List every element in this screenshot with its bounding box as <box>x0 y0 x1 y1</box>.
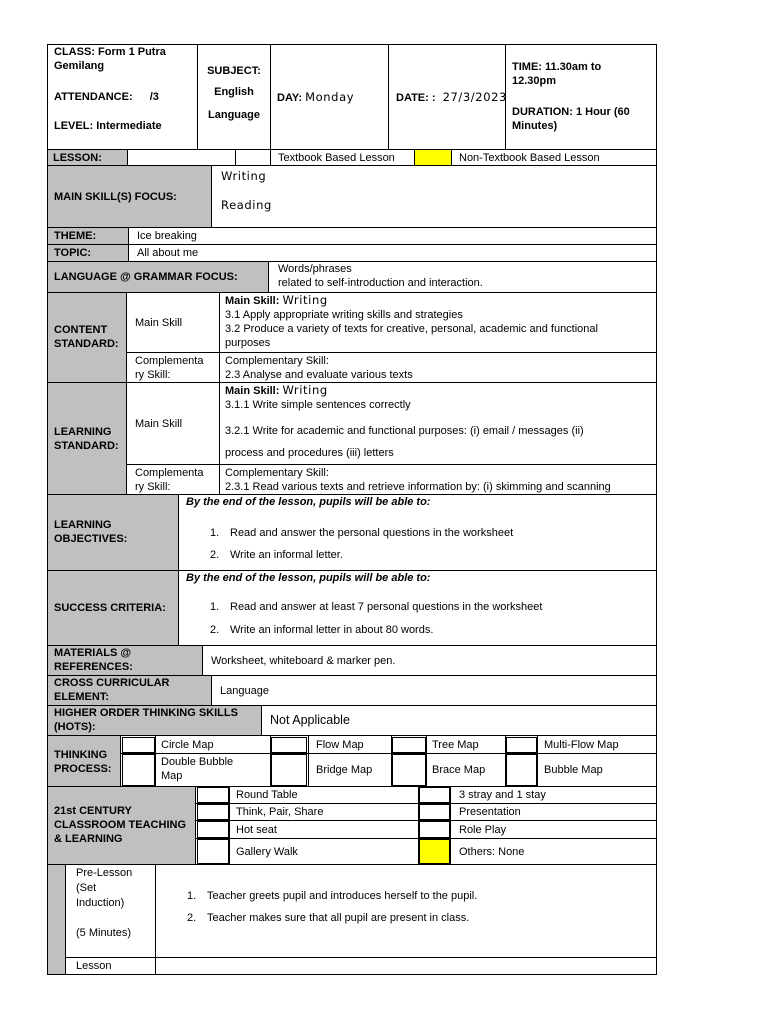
thinking-label: THINKING PROCESS: <box>54 749 112 775</box>
stray-stay-checkbox[interactable] <box>419 787 450 803</box>
double-bubble-map-checkbox[interactable] <box>122 754 155 786</box>
list-item: 1. Read and answer at least 7 personal questions in the worksheet <box>210 601 543 613</box>
bridge-map-checkbox[interactable] <box>271 754 307 786</box>
content-standard-label: CONTENT STANDARD: <box>54 324 119 350</box>
content-main-skill-label: Main Skill <box>135 317 183 329</box>
divider <box>235 149 236 166</box>
learning-complementary-text: Complementary Skill: 2.3.1 Read various texts and retrieve information by: (i) skimming and scanning <box>225 467 611 493</box>
presentation-checkbox[interactable] <box>419 804 450 820</box>
divider <box>450 786 451 865</box>
think-pair-share-checkbox[interactable] <box>197 804 229 820</box>
others-label: Others: None <box>459 846 525 858</box>
gallery-walk-checkbox[interactable] <box>197 839 229 864</box>
pre-lesson-label: Pre-Lesson (Set Induction) (5 Minutes) <box>76 867 133 939</box>
divider <box>270 44 271 150</box>
presentation-label: Presentation <box>459 806 521 818</box>
objectives-intro: By the end of the lesson, pupils will be able to: <box>186 496 431 508</box>
list-item: 2. Write an informal letter in about 80 words. <box>210 624 434 636</box>
materials-value: Worksheet, whiteboard & marker pen. <box>211 655 396 667</box>
list-item: 1. Read and answer the personal questions in the worksheet <box>210 527 514 539</box>
attendance-field: ATTENDANCE: /3 <box>54 91 159 103</box>
day-field: DAY: Monday <box>277 90 355 104</box>
pre-lesson-steps <box>181 889 651 925</box>
flow-map-label: Flow Map <box>316 739 364 751</box>
level-field: LEVEL: Intermediate <box>54 120 162 132</box>
hot-seat-label: Hot seat <box>236 824 277 836</box>
class-field: CLASS: Form 1 Putra Gemilang <box>54 46 166 72</box>
hots-value: Not Applicable <box>270 713 350 727</box>
success-label: SUCCESS CRITERIA: <box>54 602 166 614</box>
round-table-checkbox[interactable] <box>197 787 229 803</box>
divider <box>155 735 156 787</box>
materials-label: MATERIALS @ REFERENCES: <box>54 647 133 673</box>
duration-field: DURATION: 1 Hour (60 Minutes) <box>512 106 630 132</box>
main-skill-reading: Reading <box>221 198 272 212</box>
divider <box>308 735 309 787</box>
main-skill-label: MAIN SKILL(S) FOCUS: <box>54 191 177 203</box>
multi-flow-map-label: Multi-Flow Map <box>544 739 619 751</box>
divider <box>155 864 156 975</box>
circle-map-label: Circle Map <box>161 739 214 751</box>
divider <box>537 735 538 787</box>
divider <box>451 149 452 166</box>
circle-map-checkbox[interactable] <box>122 737 155 753</box>
stray-stay-label: 3 stray and 1 stay <box>459 789 546 801</box>
cross-value: Language <box>220 685 269 697</box>
tree-map-label: Tree Map <box>432 739 479 751</box>
round-table-label: Round Table <box>236 789 298 801</box>
theme-label: THEME: <box>54 230 97 242</box>
bridge-map-label: Bridge Map <box>316 764 373 776</box>
cross-label: CROSS CURRICULAR ELEMENT: <box>54 677 170 703</box>
hot-seat-checkbox[interactable] <box>197 821 229 838</box>
divider <box>229 786 230 865</box>
success-list <box>204 600 644 637</box>
divider <box>388 44 389 150</box>
learning-main-skill-label: Main Skill <box>135 418 183 430</box>
role-play-checkbox[interactable] <box>419 821 450 838</box>
textbook-lesson-option: Textbook Based Lesson <box>278 152 395 164</box>
learning-main-skill-text-2: 3.2.1 Write for academic and functional purposes: (i) email / messages (ii) process and procedures (iii) letters <box>225 425 584 459</box>
gallery-walk-label: Gallery Walk <box>236 846 298 858</box>
brace-map-checkbox[interactable] <box>392 754 426 786</box>
divider <box>426 735 427 787</box>
content-complementary-text: Complementary Skill: 2.3 Analyse and evaluate various texts <box>225 355 413 381</box>
bubble-map-checkbox[interactable] <box>506 754 537 786</box>
divider <box>219 292 220 383</box>
content-main-skill-text: Main Skill: Writing 3.1 Apply appropriate writing skills and strategies 3.2 Produce a variety of texts for creative, personal, academic and functional purposes <box>225 293 598 349</box>
subject-label: SUBJECT: <box>207 65 261 77</box>
divider <box>127 352 657 353</box>
stage-strip <box>48 865 66 974</box>
list-item: 1. Teacher greets pupil and introduces herself to the pupil. <box>187 890 478 902</box>
learning-complementary-label: Complementa ry Skill: <box>135 467 204 493</box>
content-complementary-label: Complementa ry Skill: <box>135 355 204 381</box>
main-skill-writing: Writing <box>221 169 267 183</box>
tree-map-checkbox[interactable] <box>392 737 426 753</box>
flow-map-checkbox[interactable] <box>271 737 307 753</box>
time-field: TIME: 11.30am to 12.30pm <box>512 61 602 87</box>
century-label: 21st CENTURY CLASSROOM TEACHING & LEARNING <box>54 805 186 845</box>
theme-value: Ice breaking <box>137 230 197 242</box>
bubble-map-label: Bubble Map <box>544 764 603 776</box>
non-textbook-checkbox-checked[interactable] <box>415 150 451 165</box>
think-pair-share-label: Think, Pair, Share <box>236 806 324 818</box>
brace-map-label: Brace Map <box>432 764 486 776</box>
hots-label: HIGHER ORDER THINKING SKILLS (HOTS): <box>54 707 238 733</box>
date-field: DATE: : 27/3/2023 <box>396 90 507 104</box>
divider <box>127 464 657 465</box>
multi-flow-map-checkbox[interactable] <box>506 737 537 753</box>
divider <box>219 382 220 495</box>
topic-label: TOPIC: <box>54 247 92 259</box>
non-textbook-lesson-option: Non-Textbook Based Lesson <box>459 152 600 164</box>
objectives-label: LEARNING OBJECTIVES: <box>54 519 128 545</box>
divider <box>66 957 657 958</box>
lesson-stage-label: Lesson <box>76 960 112 972</box>
grammar-value: Words/phrases related to self-introduction and interaction. <box>278 263 483 289</box>
objectives-list <box>204 526 644 562</box>
lesson-label: LESSON: <box>53 152 102 164</box>
grammar-label: LANGUAGE @ GRAMMAR FOCUS: <box>54 271 238 283</box>
list-item: 2. Teacher makes sure that all pupil are present in class. <box>187 912 470 924</box>
double-bubble-map-label: Double Bubble Map <box>161 756 234 782</box>
divider <box>121 753 657 754</box>
learning-main-skill-text: Main Skill: Writing 3.1.1 Write simple sentences correctly <box>225 383 411 411</box>
success-intro: By the end of the lesson, pupils will be able to: <box>186 572 431 584</box>
divider <box>270 149 271 166</box>
learning-standard-label: LEARNING STANDARD: <box>54 426 119 452</box>
list-item: 2. Write an informal letter. <box>210 549 343 561</box>
topic-value: All about me <box>137 247 199 259</box>
others-checkbox-checked[interactable] <box>419 839 450 864</box>
subject-value-2: Language <box>208 109 260 121</box>
subject-value: English <box>214 86 254 98</box>
role-play-label: Role Play <box>459 824 507 836</box>
